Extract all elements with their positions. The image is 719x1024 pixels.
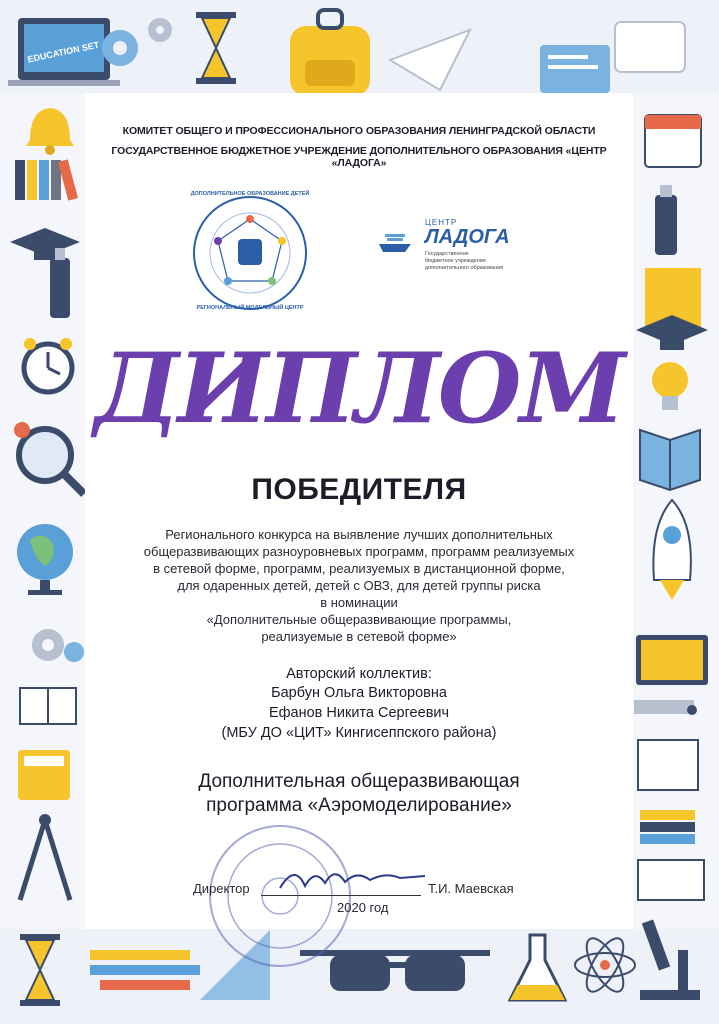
graduation-cap-icon <box>10 228 80 260</box>
open-book-icon <box>640 430 700 490</box>
usb-right-icon <box>655 185 677 255</box>
ship-logo-icon <box>375 226 415 256</box>
monitor-icon <box>634 635 708 715</box>
program-line-1: Дополнительная общеразвивающая <box>198 771 520 792</box>
header-line-2: ГОСУДАРСТВЕННОЕ БЮДЖЕТНОЕ УЧРЕЖДЕНИЕ ДОПОЛНИТЕЛЬНОГО ОБРАЗОВАНИЯ «ЦЕНТР «ЛАДОГА» <box>111 145 607 169</box>
diploma-subtitle: ПОБЕДИТЕЛЯ <box>251 473 467 506</box>
alarm-clock-icon <box>24 338 72 392</box>
program-line-2: программа «Аэромоделирование» <box>206 795 512 816</box>
globe-icon <box>17 524 73 595</box>
calendar-icon <box>645 115 701 167</box>
calculator-icon <box>18 750 70 800</box>
author-organization: (МБУ ДО «ЦИТ» Кингисеппского района) <box>221 725 497 741</box>
body-line-7: реализуемые в сетевой форме» <box>261 629 457 644</box>
binders-icon <box>15 159 78 200</box>
book-left-icon <box>20 688 76 724</box>
lightbulb-icon <box>652 362 688 410</box>
document-year: 2020 год <box>337 900 389 915</box>
logo-center-label: ЦЕНТР <box>425 218 458 227</box>
ruler-right-icon <box>638 860 704 900</box>
logo-desc-2: бюджетное учреждение <box>425 258 486 264</box>
body-line-3: в сетевой форме, программ, реализуемых в дистанционной форме, <box>153 561 565 576</box>
logo-ring-bottom-text: РЕГИОНАЛЬНЫЙ МОДЕЛЬНЫЙ ЦЕНТР <box>196 305 304 311</box>
gears-left-icon <box>32 629 84 662</box>
bell-icon <box>26 108 74 155</box>
body-line-2: общеразвивающих разноуровневых программ, программ реализуемых <box>143 544 575 559</box>
signature-role: Директор <box>193 881 250 896</box>
header-line-1: КОМИТЕТ ОБЩЕГО И ПРОФЕССИОНАЛЬНОГО ОБРАЗОВАНИЯ ЛЕНИНГРАДСКОЙ ОБЛАСТИ <box>122 125 596 137</box>
speech-bubble-icon <box>615 22 685 72</box>
body-line-4: для одаренных детей, детей с ОВЗ, для детей группы риска <box>177 578 541 593</box>
compass-icon <box>20 814 70 900</box>
books-right-icon <box>638 740 698 844</box>
body-line-5: в номинации <box>320 595 398 610</box>
logo-ring-icon <box>190 193 310 313</box>
diploma-sheet <box>85 93 633 929</box>
body-line-1: Регионального конкурса на выявление лучших дополнительных <box>165 527 553 542</box>
usb-drive-icon <box>50 248 70 318</box>
diploma-title: ДИПЛОМ <box>94 332 624 445</box>
author-name-1: Барбун Ольга Викторовна <box>271 685 447 701</box>
ladoga-logo <box>375 218 555 288</box>
logo-desc-3: дополнительного образования <box>425 265 504 271</box>
education-set-badge: EDUCATION SET <box>26 39 101 65</box>
rocket-icon <box>653 500 691 600</box>
authors-label: Авторский коллектив: <box>286 666 432 682</box>
logo-name: ЛАДОГА <box>425 226 510 248</box>
body-line-6: «Дополнительные общеразвивающие программы, <box>206 612 512 627</box>
author-name-2: Ефанов Никита Сергеевич <box>268 705 450 721</box>
logo-desc-1: Государственное <box>425 251 469 257</box>
magnifier-icon <box>14 422 84 494</box>
regional-model-center-logo <box>190 193 310 313</box>
logo-ring-top-text: ДОПОЛНИТЕЛЬНОЕ ОБРАЗОВАНИЕ ДЕТЕЙ <box>190 191 310 197</box>
handwritten-signature <box>275 858 435 898</box>
pencils-icon <box>90 950 200 990</box>
director-name: Т.И. Маевская <box>428 881 514 896</box>
